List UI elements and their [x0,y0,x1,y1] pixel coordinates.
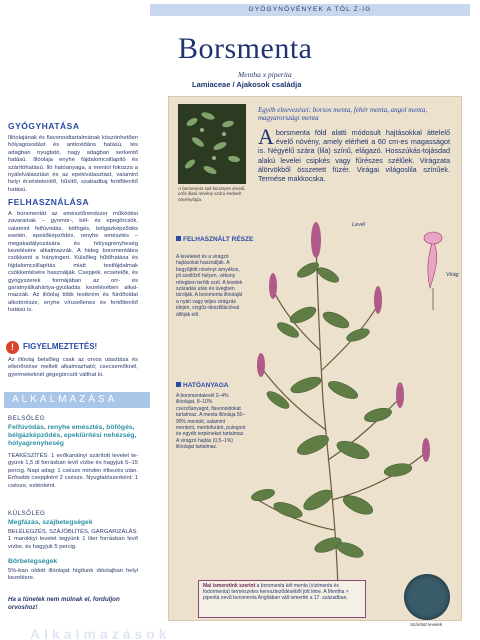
label-levelek: Levél [352,222,366,228]
info-note-box [198,580,366,618]
belsoleg-label: BELSŐLEG [8,415,46,422]
mint-plant-illustration [228,200,458,600]
square-bullet-icon [176,236,181,241]
hatoanyaga-heading: HATÓANYAGA [176,382,229,389]
dried-leaves-bowl-image [404,574,450,620]
intro-text [258,124,450,184]
dried-caption: Szárított levelek [410,622,443,627]
belsoleg-items: Felfúvódás, renyhe emésztés, böfögés, bélgázképződés, epekiürítési nehézség, hólyagrenyheség [8,424,137,447]
note-heading: Mai ismeretink szerint [203,583,256,589]
dropcap: A [258,124,274,149]
text-felhasznalasa: A borsmentát az emésztőrendszer működési zavarainak – gyomor-, bél- és epegörcsök, valamint felfúvódás, böfögés, bélgázképződés esetén, epekőképződés, renyhe emésztés – megakadályozására és hólyagrenyheség kezelésére alkalmazzák. A hideg borsmentátea csökkenti a hányingert. Külsőleg hűtőhatása és fájdalomcsillapítás miatt testfájdalmak csökkentésére használják. Csepjeik, ecsetelők, és gyógyszerek formájában az orr- és garatnyálkahártya-gyulladás kezelésében alkalmazzák. Az illóolaj több testkrém és fürdőoldat alkotórésze, enyhe vírusellenes és fertőtlenítő hatású is. [8,211,138,314]
latin-name: Mentha x piperita [238,70,292,79]
warning-heading: FIGYELMEZTETÉS! [23,342,98,352]
ghost-text: Alkalmazások [30,626,171,640]
synonyms: Egyéb elnevezései: borsos menta, fehér menta, angol menta, magyarországi menta [258,106,428,123]
borbeteg-text: 5%-ban oldott illóolajat hígítunk dióolajban helyi kezelésre. [8,568,138,582]
heading-felhasznalasa: FELHASZNÁLÁSA [8,197,90,207]
belsoleg-text: TEAKÉSZÍTÉS: 1 evőkanálnyi szárított levelet tegyünk 1,5 dl forrásban levő vízbe és hagyjuk 5–15 percig. Napi adag: 1 csésze minden étkezés után. Erősebb cseppként 2 csésze. Nyugtatószerként: 1 csésze, esténként. [8,453,138,489]
bottom-note: Ha a tünetek nem múlnak el, forduljon orvoshoz! [8,596,120,611]
kulsoleg-text: BELÉLEGZÉS, SZÁJÖBLÍTÉS, GARGARIZÁLÁS: 1 marokkyi levelet tegyünk 1 liter forrásban levő vízbe, és hagyjuk 5 percig. [8,529,138,550]
note-text: a borsmenta két menta (vízimenta és fodormenta) természetes kereszteződéséből jött létre. A Mentha × piperita nevű borsmenta Angliában vált ismertté a 17. században. [203,583,349,601]
warning-icon: ! [6,341,19,354]
warning-text: Az illóolaj belsőleg csak az orvos utasítása és ellenőrzése mellett alkalmazható; csecsemőknél, gyermekeknél gégegörcsöt válthat ki. [8,357,138,378]
text-gyogyhatasa: Illóolajának és flavonoidtartalmának köszönhetően hólyagosodást és antioxidáns hatású, tés adagban nyugtató, nagy adagban serkentő hatású. Illóolaja enyhe fájdalomcsillapító és szárítóhatású. Iló hatóanyaga, a mentol fokozza a nyálelválasztást és az epekiválasztást, valamint helyi érzéstelenítő, hűsítő, szabadbaj fertőtlenítő hatású. [8,135,138,193]
running-head: GYÓGYNÖVÉNYEK A TÓL Z-IG [150,4,470,16]
plant-photo [178,104,246,184]
photo-caption: A borsmenta sok kicsinyes levelű, erős illatú növény szára kedvelt növényfajta. [178,186,246,202]
square-bullet-icon [176,382,181,387]
left-column [0,95,150,640]
family-name: Lamiaceae / Ajakosok családja [192,80,302,89]
felhasznalt-text: A leveleket és a virágzó hajtásokat használják. A begyűjtött növényt árnyékos, jól szellőző helyen, vékony rétegben terítik szét. A levelek száradás után és üvegben tárolják. A borsmenta illóolaját a nyári vagy teljes virágzás idején, vízgőz-desztillációval állítják elő. [176,254,243,318]
hatoanyaga-text: A borsmentalevél 2–4% illóolajat, 8–10% cserzőanyagot, flavonoidokat tartalmaz. A menta illóolaja 50–90% mentolt, valamint mentont, mentofuránt, pulegont és egyéb terpéneket tartalmaz. A virágzó hajtás (0,5–1%) illóolajat tartalmaz. [176,393,246,451]
warning-row [6,340,146,354]
felhasznalt-heading: FELHASZNÁLT RÉSZE [176,236,253,243]
alkalmazasa-band: ALKALMAZÁSA [4,392,150,408]
kulsoleg-label: KÜLSŐLEG [8,510,46,517]
page-title: Borsmenta [178,32,313,65]
heading-gyogyhatasa: GYÓGYHATÁSA [8,121,80,131]
label-virag: Virág [446,272,459,278]
intro-body: borsmenta föld alatti módosult hajtásokkal áttelelő évelő növény, amely elérheti a 60 cm-es magasságot is. Négyélű szára (lila) színű, elágazó. Hosszúkás-tojásdad alakú levelei csipkés vagy fűrészes szélűek. Virágzata álörvökből összetett füzér. Virágai világoslila színűek. Termése makkocska. [258,128,450,184]
kulsoleg-items: Megfázás, szájbetegségek [8,519,93,526]
borbeteg-items: Bőrbetegségek [8,558,58,565]
